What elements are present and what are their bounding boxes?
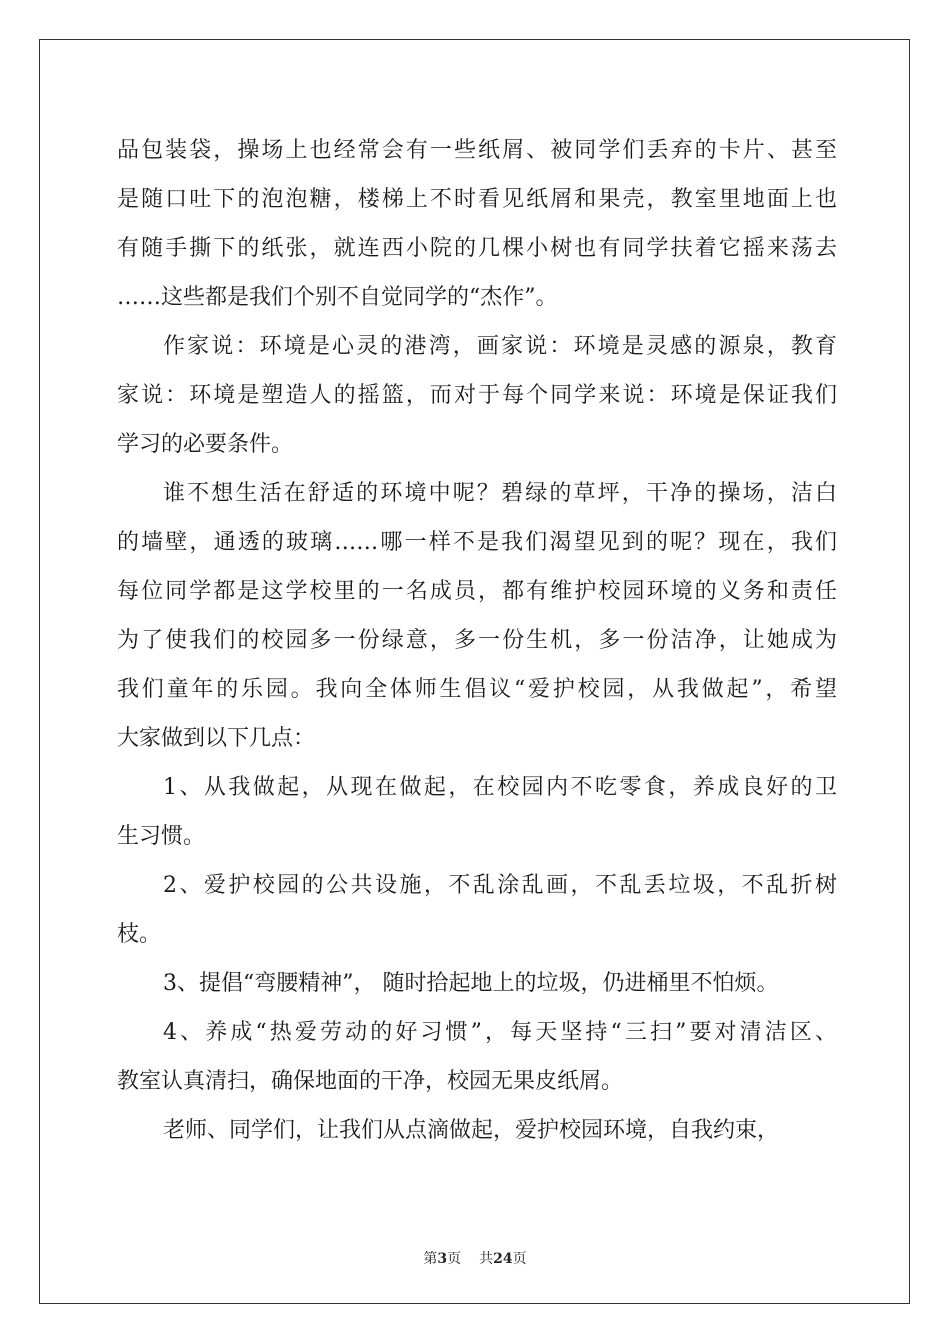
page-footer [0,1248,950,1268]
text-line-5: 作家说：环境是心灵的港湾，画家说：环境是灵感的源泉，教育 [163,334,837,359]
text-line-9: 的墙壁，通透的玻璃……哪一样不是我们渴望见到的呢？现在，我们 [117,530,837,555]
document-body [117,126,837,1155]
text-line-1: 品包装袋，操场上也经常会有一些纸屑、被同学们丢弃的卡片、甚至 [117,138,837,163]
total-prefix: 共 [479,1251,494,1267]
text-line-2: 是随口吐下的泡泡糖，楼梯上不时看见纸屑和果壳，教室里地面上也 [117,187,837,212]
page-prefix: 第 [423,1251,438,1267]
total-pages: 24 [493,1251,513,1267]
text-line-15: 生习惯。 [117,824,206,849]
text-line-19: 4、养成“热爱劳动的好习惯”，每天坚持“三扫”要对清洁区、 [163,1020,837,1045]
text-line-12: 我们童年的乐园。我向全体师生倡议“爱护校园，从我做起”，希望 [117,677,837,702]
text-line-11: 为了使我们的校园多一份绿意，多一份生机，多一份洁净，让她成为 [117,628,837,653]
text-line-6: 家说：环境是塑造人的摇篮，而对于每个同学来说：环境是保证我们 [117,383,837,408]
text-line-13: 大家做到以下几点： [117,726,316,751]
text-line-20: 教室认真清扫，确保地面的干净，校园无果皮纸屑。 [117,1069,624,1094]
text-line-14: 1、从我做起，从现在做起，在校园内不吃零食，养成良好的卫 [163,775,837,800]
text-line-16: 2、爱护校园的公共设施，不乱涂乱画，不乱丢垃圾，不乱折树 [163,873,837,898]
page-suffix: 页 [447,1251,462,1267]
text-line-10: 每位同学都是这学校里的一名成员，都有维护校园环境的义务和责任 [117,579,837,604]
text-line-18: 3、提倡“弯腰精神”， 随时拾起地上的垃圾，仍进桶里不怕烦。 [163,971,779,996]
text-line-17: 枝。 [117,922,162,947]
text-line-7: 学习的必要条件。 [117,432,294,457]
total-suffix: 页 [512,1251,527,1267]
text-line-4: ……这些都是我们个别不自觉同学的“杰作”。 [117,285,558,310]
page-number: 3 [437,1251,448,1267]
text-line-3: 有随手撕下的纸张，就连西小院的几棵小树也有同学扶着它摇来荡去 [117,236,837,261]
text-line-8: 谁不想生活在舒适的环境中呢？碧绿的草坪，干净的操场，洁白 [163,481,837,506]
text-line-21: 老师、同学们，让我们从点滴做起，爱护校园环境，自我约束， [163,1118,780,1143]
